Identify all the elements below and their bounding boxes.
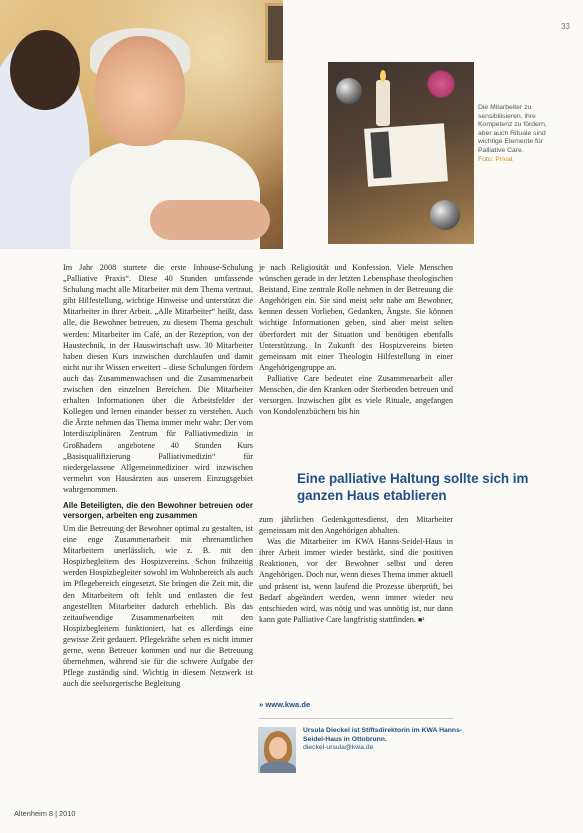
divider	[259, 718, 453, 719]
paragraph: Um die Betreuung der Bewohner optimal zu gestalten, ist eine enge Zusammenarbeit mit ehrenamtlichen Mitarbeitern unerlässlich, wie z. B. mit den Hospizbegleitern des Hospizvereins. Schon frühzeitig werden Hospizbegleiter sowohl im Wohnbereich als auch im Pflegebereich eingesetzt. Sie bringen die Zeit mit, die den Mitarbeitern oft fehlt und entlasten die fest angestellten Mitarbeiter dadurch erheblich. Bis das zeitaufwendige Zusammenarbeiten mit den Hospizbegleitern funktioniert, hat es allerdings eine gewisse Zeit gedauert. Pflegekräfte sehen es nicht immer gerne, wenn Betreuer kommen und nur die Betreuung übernehmen, während sie für die schwere Aufgabe der Pflege zuständig sind. Wichtig in diesem Netzwerk ist auch die seelsorgerische Begleitung	[63, 523, 253, 689]
author-name: Ursula Dieckel ist Stiftsdirektorin im KWA Hanns-Seidel-Haus in Ottobrunn.	[303, 727, 463, 743]
photo-caregiver-with-resident	[0, 0, 283, 249]
caregiver-head	[10, 30, 80, 110]
end-mark: ■¹	[417, 616, 425, 624]
paragraph: Im Jahr 2008 startete die erste Inhouse-Schulung „Palliative Praxis“. Diese 40 Stunden umfassende Schulung macht alle Mitarbeiter mit dem Thema vertraut, gibt Hilfestellung, wichtige Hinweise und unterstützt die Mitarbeiter in ihrer Arbeit. „Alle Mitarbeiter“ heißt, dass alle, die Bewohner betreuen, zu diesem Thema geschult werden: Mitarbeiter im Café, an der Rezeption, von der Haustechnik, in der Hauswirtschaft usw. 30 Mitarbeiter haben diesen Kurs inzwischen durchlaufen und damit nicht nur ihr Wissen erweitert – diese Schulungen fördern auch das Zusammenwachsen und die Zusammenarbeit zwischen den einzelnen Bereichen. Die Mitarbeiter erhalten Informationen über die Arbeitsfelder der Kollegen und lernen einander besser zu verstehen. Auch die Ärzte nehmen das Thema immer mehr wahr: Der vom Interdisziplinären Zentrum für Palliativmedizin in Großhadern angebotene 40 Stunden Kurs „Basisqualifizierung Palliativmedizin“ für niedergelassene Allgemeinmediziner wird inzwischen vermehrt von Hausärzten aus unserem Einzugsgebiet wahrgenommen.	[63, 263, 253, 494]
photo-memorial-ritual	[328, 62, 474, 244]
author-shoulders	[260, 761, 296, 773]
article-column-right-lower	[259, 514, 453, 626]
wall-picture-frame	[265, 3, 283, 63]
article-column-left	[63, 262, 253, 689]
paragraph	[259, 536, 453, 626]
pull-quote: Eine palliative Haltung sollte sich im ganzen Haus etablieren	[297, 471, 529, 503]
orchid-flower	[426, 70, 456, 98]
website-link[interactable]: » www.kwa.de	[259, 700, 311, 709]
author-email[interactable]: dieckel-ursula@kwa.de	[303, 744, 374, 752]
caption-text: Die Mitarbeiter zu sensibilisieren, ihre Kompetenz zu fördern, aber auch Rituale sind wichtige Elemente für Palliative Care.	[478, 104, 547, 154]
book-photo-strip	[370, 131, 391, 178]
paragraph: je nach Religiosität und Konfession. Viele Menschen wünschen gerade in der letzten Lebensphase theologischen Beistand. Eine zentrale Rolle nehmen in der Betreuung die Angehörigen ein. Sie sind meist sehr nahe am Bewohner, kennen dessen Vorlieben, Gedanken, Ängste. Sie können wichtige Informationen geben, sind aber meist selten überfordert mit der Situation und benötigen ebenfalls Unterstützung. In Zukunft des Hospizvereins bieten gemeinsam mit einer Theologin Hilfestellung in einer Angehörigengruppe an.	[259, 263, 453, 372]
candle-flame	[380, 70, 386, 82]
decorative-sphere	[336, 78, 362, 104]
decorative-sphere-2	[430, 200, 460, 230]
paragraph: zum jährlichen Gedenkgottesdienst, den Mitarbeiter gemeinsam mit den Angehörigen abhalten.	[259, 515, 453, 536]
page-footer: Altenheim 8 | 2010	[14, 809, 76, 818]
candle	[376, 80, 390, 126]
article-column-right	[259, 262, 453, 417]
subheading: Alle Beteiligten, die den Bewohner betreuen oder versorgen, arbeiten eng zusammen	[63, 500, 253, 521]
holding-hands	[150, 200, 270, 240]
paragraph-text: Was die Mitarbeiter im KWA Hanns-Seidel-Haus in ihrer Arbeit immer wieder bestärkt, sind die positiven Reaktionen, vor der Bewohner selbst und deren Angehörigen. Doch nur, wenn dieses Thema immer aktuell und präsent ist, wenn laufend die Prozesse überprüft, bei Bedarf abgeändert werden, wenn immer wieder neu entschieden wird, was nötig und was unnötig ist, nur dann kann gute Palliative Care langfristig stattfinden.	[259, 537, 453, 624]
page-number: 33	[561, 22, 570, 31]
author-portrait	[258, 727, 296, 773]
resident-face	[95, 36, 185, 146]
paragraph: Palliative Care bedeutet eine Zusammenarbeit aller Menschen, die den Kranken oder Sterbenden betreuen und versorgen. Inzwischen gibt es viele Rituale, angefangen von Kondolenzbüchern bis hin	[259, 373, 453, 417]
author-info	[303, 727, 463, 753]
photo-caption	[478, 104, 558, 164]
author-face	[269, 737, 287, 759]
caption-credit: Foto: Privat	[478, 155, 513, 163]
